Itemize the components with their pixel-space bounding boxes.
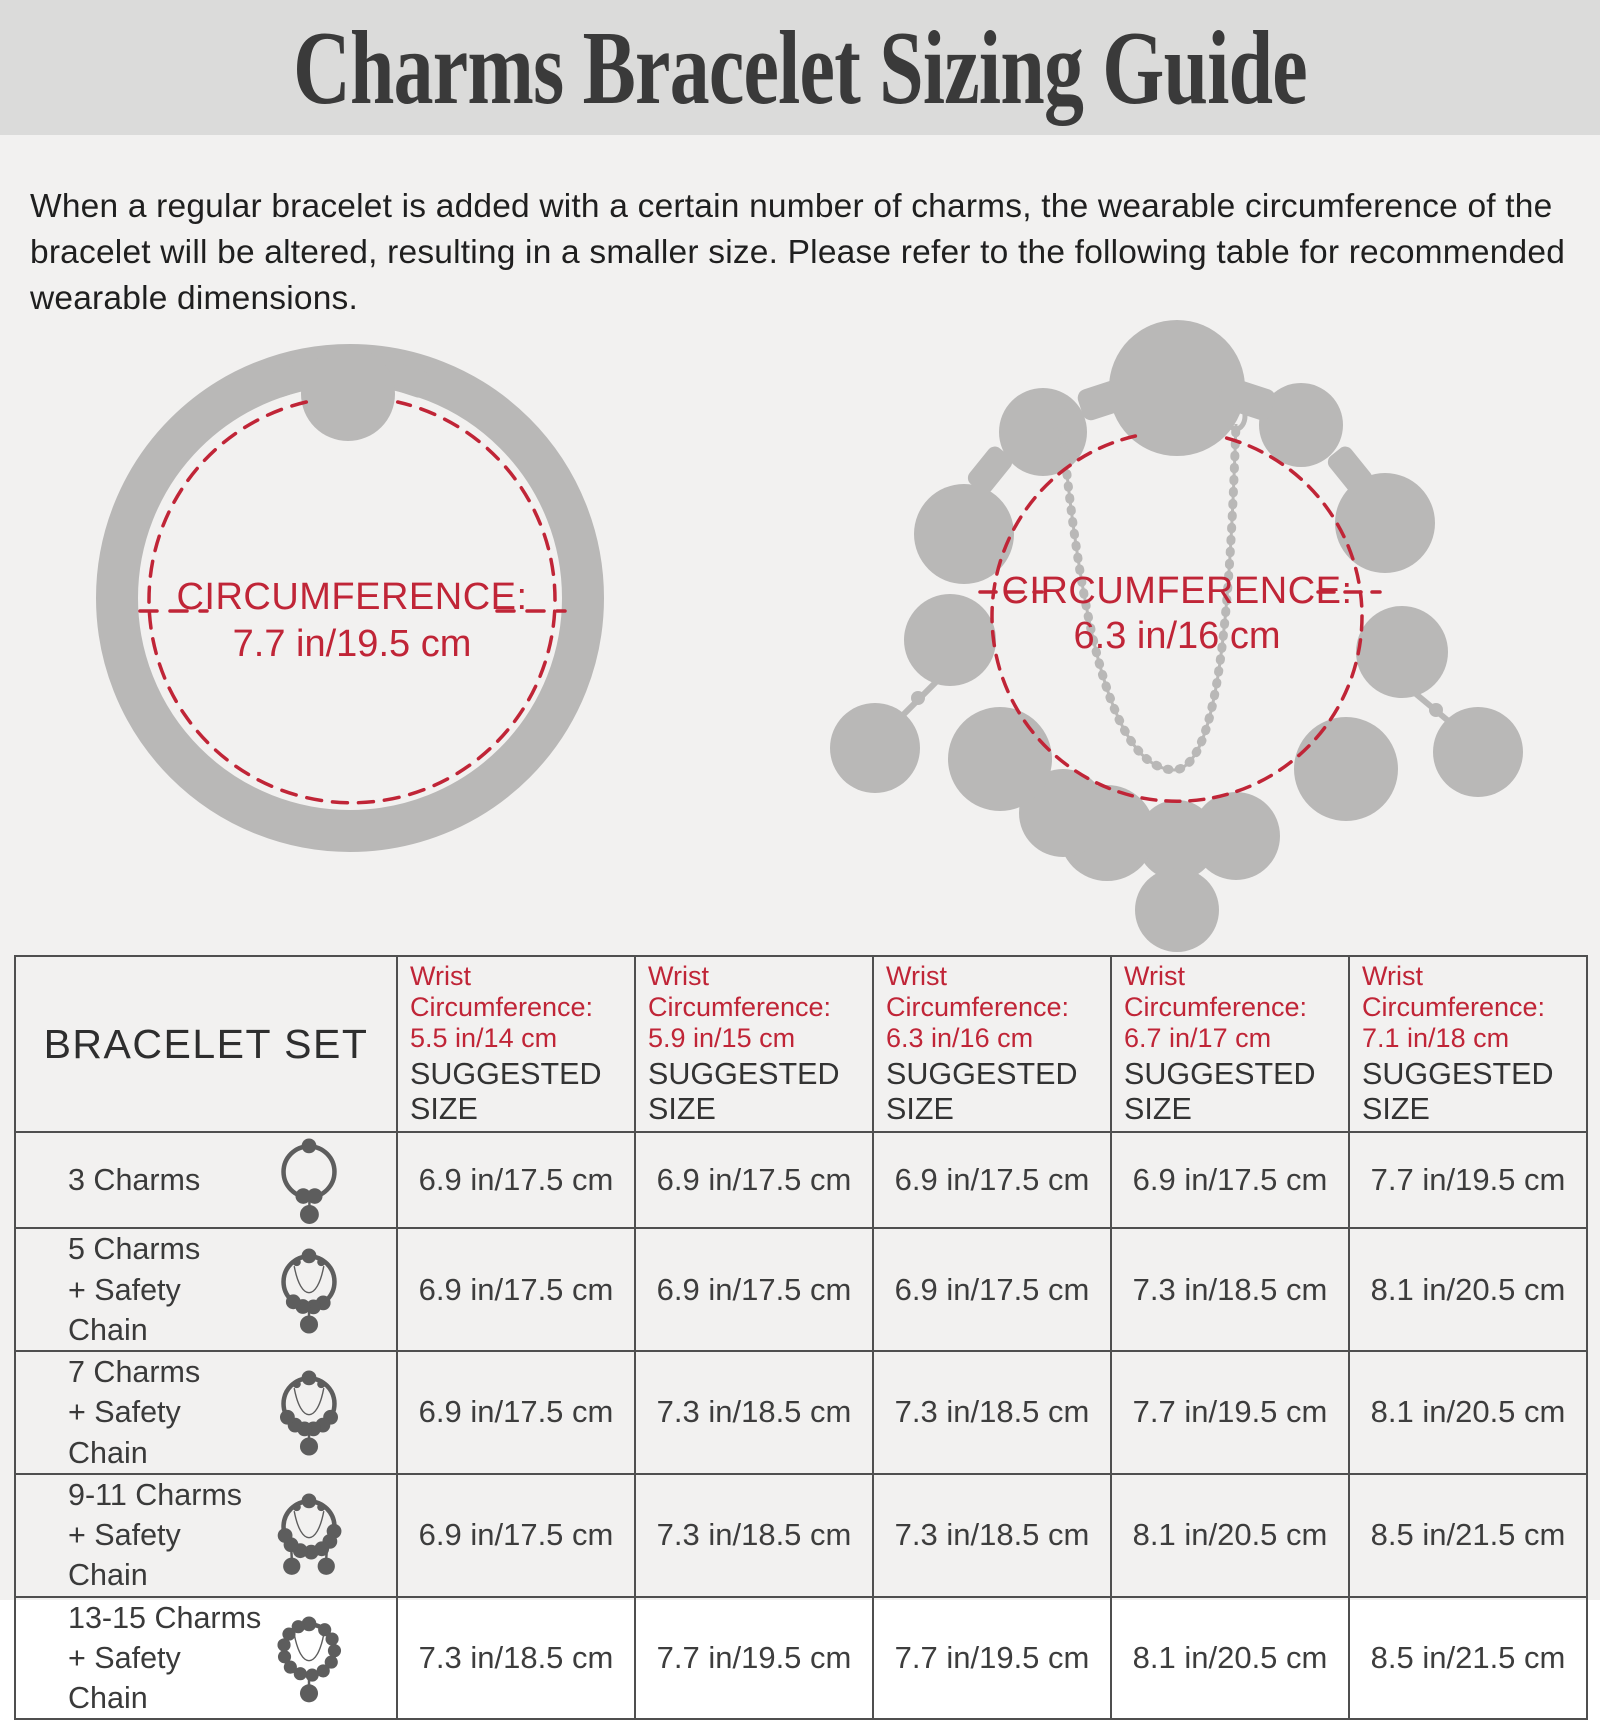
suggested-size-label: SUGGESTED SIZE [1362, 1057, 1582, 1127]
plain-bracelet-illustration [30, 310, 670, 930]
row-label-cell [15, 1132, 397, 1228]
size-cell: 6.9 in/17.5 cm [397, 1351, 635, 1474]
size-cell: 6.9 in/17.5 cm [635, 1132, 873, 1228]
size-cell: 8.5 in/21.5 cm [1349, 1597, 1587, 1720]
column-header-3 [873, 956, 1111, 1132]
dangling-charm-left [830, 678, 940, 793]
plain-circumference-label: CIRCUMFERENCE: [176, 576, 527, 618]
table-row [15, 1351, 1587, 1474]
intro-paragraph: When a regular bracelet is added with a certain number of charms, the wearable circumference of the bracelet will be altered, resulting in a smaller size. Please refer to the following table for recommended wearable dimensions. [30, 184, 1578, 323]
bracelet-5-charms-safety-chain-icon [268, 1244, 350, 1336]
size-cell: 6.9 in/17.5 cm [873, 1132, 1111, 1228]
row-label-cell [15, 1474, 397, 1597]
plain-circumference-value: 7.7 in/19.5 cm [233, 623, 472, 665]
suggested-size-label: SUGGESTED SIZE [648, 1057, 868, 1127]
column-header-2 [635, 956, 873, 1132]
size-cell: 6.9 in/17.5 cm [397, 1474, 635, 1597]
bracelet-13-15-charms-safety-chain-icon [268, 1612, 350, 1704]
size-cell: 6.9 in/17.5 cm [397, 1228, 635, 1351]
row-label: 9-11 Charms + Safety Chain [68, 1475, 268, 1596]
table-header-row [15, 956, 1587, 1132]
bracelet-set-header: BRACELET SET [15, 956, 397, 1132]
dangling-charm-bottom [1135, 868, 1219, 952]
row-label-cell [15, 1228, 397, 1351]
size-cell: 8.1 in/20.5 cm [1349, 1351, 1587, 1474]
suggested-size-label: SUGGESTED SIZE [886, 1057, 1106, 1127]
sizing-table [14, 955, 1588, 1720]
size-cell: 6.9 in/17.5 cm [873, 1228, 1111, 1351]
size-cell: 8.1 in/20.5 cm [1111, 1474, 1349, 1597]
title-band [0, 0, 1600, 135]
size-cell: 7.3 in/18.5 cm [873, 1351, 1111, 1474]
wrist-circumference-label: Wrist Circumference: 5.9 in/15 cm [648, 961, 868, 1053]
table-row [15, 1132, 1587, 1228]
charms-circumference-label: CIRCUMFERENCE: [1001, 570, 1352, 612]
size-cell: 7.3 in/18.5 cm [635, 1474, 873, 1597]
wrist-circumference-label: Wrist Circumference: 6.7 in/17 cm [1124, 961, 1344, 1053]
size-cell: 7.3 in/18.5 cm [635, 1351, 873, 1474]
size-cell: 7.7 in/19.5 cm [1111, 1351, 1349, 1474]
table-row [15, 1228, 1587, 1351]
row-label-cell [15, 1351, 397, 1474]
size-cell: 7.3 in/18.5 cm [1111, 1228, 1349, 1351]
size-cell: 6.9 in/17.5 cm [1111, 1132, 1349, 1228]
suggested-size-label: SUGGESTED SIZE [410, 1057, 630, 1127]
size-cell: 6.9 in/17.5 cm [397, 1132, 635, 1228]
size-cell: 7.7 in/19.5 cm [635, 1597, 873, 1720]
suggested-size-label: SUGGESTED SIZE [1124, 1057, 1344, 1127]
clasp-bead [301, 347, 395, 441]
wrist-circumference-label: Wrist Circumference: 6.3 in/16 cm [886, 961, 1106, 1053]
size-cell: 7.7 in/19.5 cm [1349, 1132, 1587, 1228]
row-label: 3 Charms [68, 1160, 200, 1200]
wrist-circumference-label: Wrist Circumference: 5.5 in/14 cm [410, 961, 630, 1053]
charm-bracelet-illustration [800, 300, 1540, 960]
bracelet-9-11-charms-safety-chain-icon [268, 1489, 350, 1581]
size-cell: 8.5 in/21.5 cm [1349, 1474, 1587, 1597]
size-cell: 7.3 in/18.5 cm [873, 1474, 1111, 1597]
size-cell: 7.3 in/18.5 cm [397, 1597, 635, 1720]
size-cell: 8.1 in/20.5 cm [1349, 1228, 1587, 1351]
bracelet-3-charms-icon [268, 1134, 350, 1226]
row-label: 13-15 Charms + Safety Chain [68, 1598, 268, 1719]
column-header-5 [1349, 956, 1587, 1132]
bracelet-7-charms-safety-chain-icon [268, 1366, 350, 1458]
size-cell: 7.7 in/19.5 cm [873, 1597, 1111, 1720]
dangling-charm-right [1416, 694, 1523, 797]
size-cell: 6.9 in/17.5 cm [635, 1228, 873, 1351]
column-header-1 [397, 956, 635, 1132]
row-label: 7 Charms + Safety Chain [68, 1352, 268, 1473]
page-title: Charms Bracelet Sizing Guide [293, 7, 1307, 128]
size-cell: 8.1 in/20.5 cm [1111, 1597, 1349, 1720]
wrist-circumference-label: Wrist Circumference: 7.1 in/18 cm [1362, 961, 1582, 1053]
column-header-4 [1111, 956, 1349, 1132]
charms-circumference-value: 6.3 in/16 cm [1074, 615, 1281, 657]
table-row [15, 1474, 1587, 1597]
row-label-cell [15, 1597, 397, 1720]
table-row [15, 1597, 1587, 1720]
row-label: 5 Charms + Safety Chain [68, 1229, 268, 1350]
